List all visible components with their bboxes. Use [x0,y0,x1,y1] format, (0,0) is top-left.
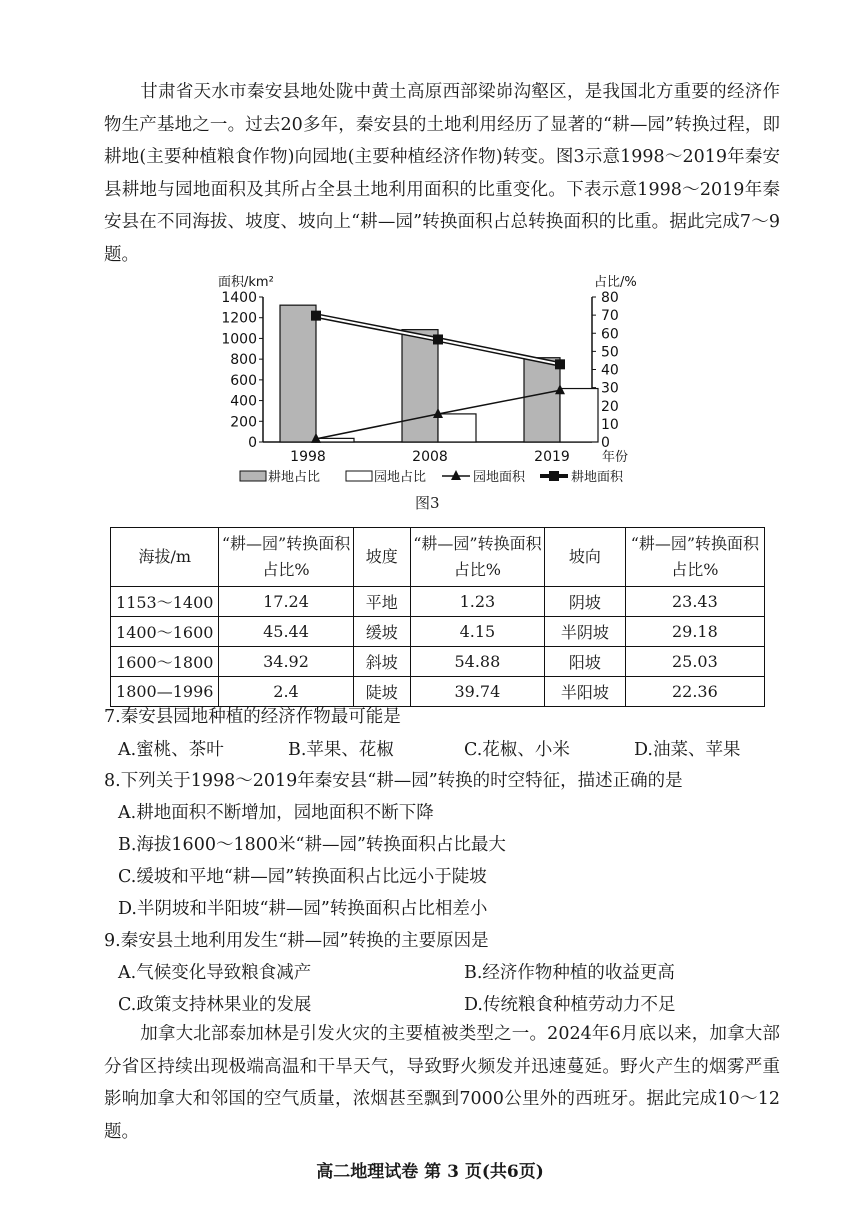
table-cell: 斜坡 [353,647,410,677]
right-axis-tick-label: 10 [601,416,619,433]
question-7-option-d: D.油菜、苹果 [634,740,741,760]
table-cell: 45.44 [219,617,353,647]
table-cell: 阳坡 [544,647,625,677]
left-axis-tick-label: 0 [248,435,257,451]
legend-marker-cultivated-area [549,471,559,481]
bar-orchard-ratio [560,389,598,442]
passage-2-text: 加拿大北部泰加林是引发火灾的主要植被类型之一。2024年6月底以来，加拿大部分省区持续出现极端高温和干旱天气，导致野火频发并迅速蔓延。野火产生的烟雾严重影响加拿大和邻国的空气质量，浓烟甚至飘到7000公里外的西班牙。据此完成10～12题。 [104,1024,780,1142]
conversion-table [110,527,765,707]
area-ratio-chart [210,270,660,515]
page-footer: 高二地理试卷 第 3 页(共6页) [316,1162,544,1182]
passage-2-paragraph [104,1018,780,1148]
intro-paragraph [104,76,780,271]
bar-orchard-ratio [316,438,354,442]
left-axis-tick-label: 200 [230,414,257,431]
table-row [111,647,765,677]
intro-text: 甘肃省天水市秦安县地处陇中黄土高原西部梁峁沟壑区，是我国北方重要的经济作物生产基地之一。过去20多年，秦安县的土地利用经历了显著的“耕—园”转换过程，即耕地(主要种植粮食作物)向园地(主要种植经济作物)转变。图3示意1998～2019年秦安县耕地与园地面积及其所占全县土地利用面积的比重变化。下表示意1998～2019年秦安县在不同海拔、坡度、坡向上“耕—园”转换面积占总转换面积的比重。据此完成7～9题。 [104,82,780,265]
table-cell: 平地 [353,587,410,617]
right-axis-tick-label: 70 [601,308,619,325]
table-cell: 34.92 [219,647,353,677]
question-9-option-d: D.传统粮食种植劳动力不足 [464,995,676,1015]
table-cell: 54.88 [410,647,544,677]
table-cell: 17.24 [219,587,353,617]
question-9-option-b: B.经济作物种植的收益更高 [464,963,675,983]
legend-marker-orchard-area [451,470,461,480]
right-axis-tick-label: 20 [601,398,619,415]
table-cell: 阴坡 [544,587,625,617]
question-8-option-b: B.海拔1600～1800米“耕—园”转换面积占比最大 [118,835,506,855]
table-cell: 39.74 [410,677,544,707]
table-header: “耕—园”转换面积占比% [625,528,764,587]
left-axis-tick-label: 1200 [221,310,257,327]
question-7-option-b: B.苹果、花椒 [288,740,394,760]
table-cell: 缓坡 [353,617,410,647]
bar-orchard-ratio [438,414,476,442]
right-axis-tick-label: 30 [601,380,619,397]
right-axis-tick-label: 0 [601,435,610,451]
right-axis-tick-label: 60 [601,326,619,343]
question-9-stem: 9.秦安县土地利用发生“耕—园”转换的主要原因是 [104,931,489,951]
table-header: 海拔/m [111,528,219,587]
right-axis-tick-label: 80 [601,290,619,306]
table-cell: 1800—1996 [111,677,219,707]
table-row [111,677,765,707]
figure-caption: 图3 [415,494,440,512]
left-axis-tick-label: 800 [230,352,257,369]
table-header: 坡度 [353,528,410,587]
table-cell: 半阴坡 [544,617,625,647]
question-8-option-d: D.半阴坡和半阳坡“耕—园”转换面积占比相差小 [118,899,488,919]
left-axis-title: 面积/km² [218,275,274,290]
table-cell: 22.36 [625,677,764,707]
table-cell: 29.18 [625,617,764,647]
table-cell: 25.03 [625,647,764,677]
table-header: 坡向 [544,528,625,587]
legend-label-orchard-area: 园地面积 [473,470,526,485]
right-axis-title: 占比/% [594,275,637,290]
table-cell: 23.43 [625,587,764,617]
legend-swatch-cultivated-ratio [240,471,266,481]
marker-cultivated-area [555,359,565,369]
table-row [111,587,765,617]
x-tick-label: 2008 [412,449,448,465]
left-axis-tick-label: 600 [230,372,257,389]
right-axis-tick-label: 40 [601,362,619,379]
table-cell: 陡坡 [353,677,410,707]
bar-cultivated-ratio [402,330,438,442]
table-cell: 1153～1400 [111,587,219,617]
question-7-stem: 7.秦安县园地种植的经济作物最可能是 [104,707,401,727]
table-row [111,617,765,647]
table-cell: 1.23 [410,587,544,617]
legend-label-cultivated-ratio: 耕地占比 [268,470,321,485]
legend-label-orchard-ratio: 园地占比 [374,470,427,485]
x-tick-label: 1998 [290,449,326,465]
table-cell: 半阳坡 [544,677,625,707]
question-9-option-c: C.政策支持林果业的发展 [118,995,312,1015]
legend-label-cultivated-area: 耕地面积 [571,470,624,485]
question-8-option-a: A.耕地面积不断增加，园地面积不断下降 [118,803,434,823]
table-header: “耕—园”转换面积占比% [410,528,544,587]
table-header-row [111,528,765,587]
question-9-option-a: A.气候变化导致粮食减产 [118,963,312,983]
x-axis-title: 年份 [602,450,629,465]
table-cell: 4.15 [410,617,544,647]
left-axis-tick-label: 1400 [221,290,257,306]
left-axis-tick-label: 1000 [221,331,257,348]
left-axis-tick-label: 400 [230,393,257,410]
table-cell: 2.4 [219,677,353,707]
right-axis-tick-label: 50 [601,344,619,361]
question-8-option-c: C.缓坡和平地“耕—园”转换面积占比远小于陡坡 [118,867,487,887]
marker-cultivated-area [311,311,321,321]
table-cell: 1600～1800 [111,647,219,677]
table-cell: 1400～1600 [111,617,219,647]
question-7-option-a: A.蜜桃、茶叶 [118,740,224,760]
bar-cultivated-ratio [524,358,560,442]
marker-cultivated-area [433,334,443,344]
bar-cultivated-ratio [280,305,316,442]
question-8-stem: 8.下列关于1998～2019年秦安县“耕—园”转换的时空特征，描述正确的是 [104,771,683,791]
question-7-option-c: C.花椒、小米 [464,740,570,760]
legend-swatch-orchard-ratio [346,471,372,481]
table-header: “耕—园”转换面积占比% [219,528,353,587]
x-tick-label: 2019 [534,449,570,465]
